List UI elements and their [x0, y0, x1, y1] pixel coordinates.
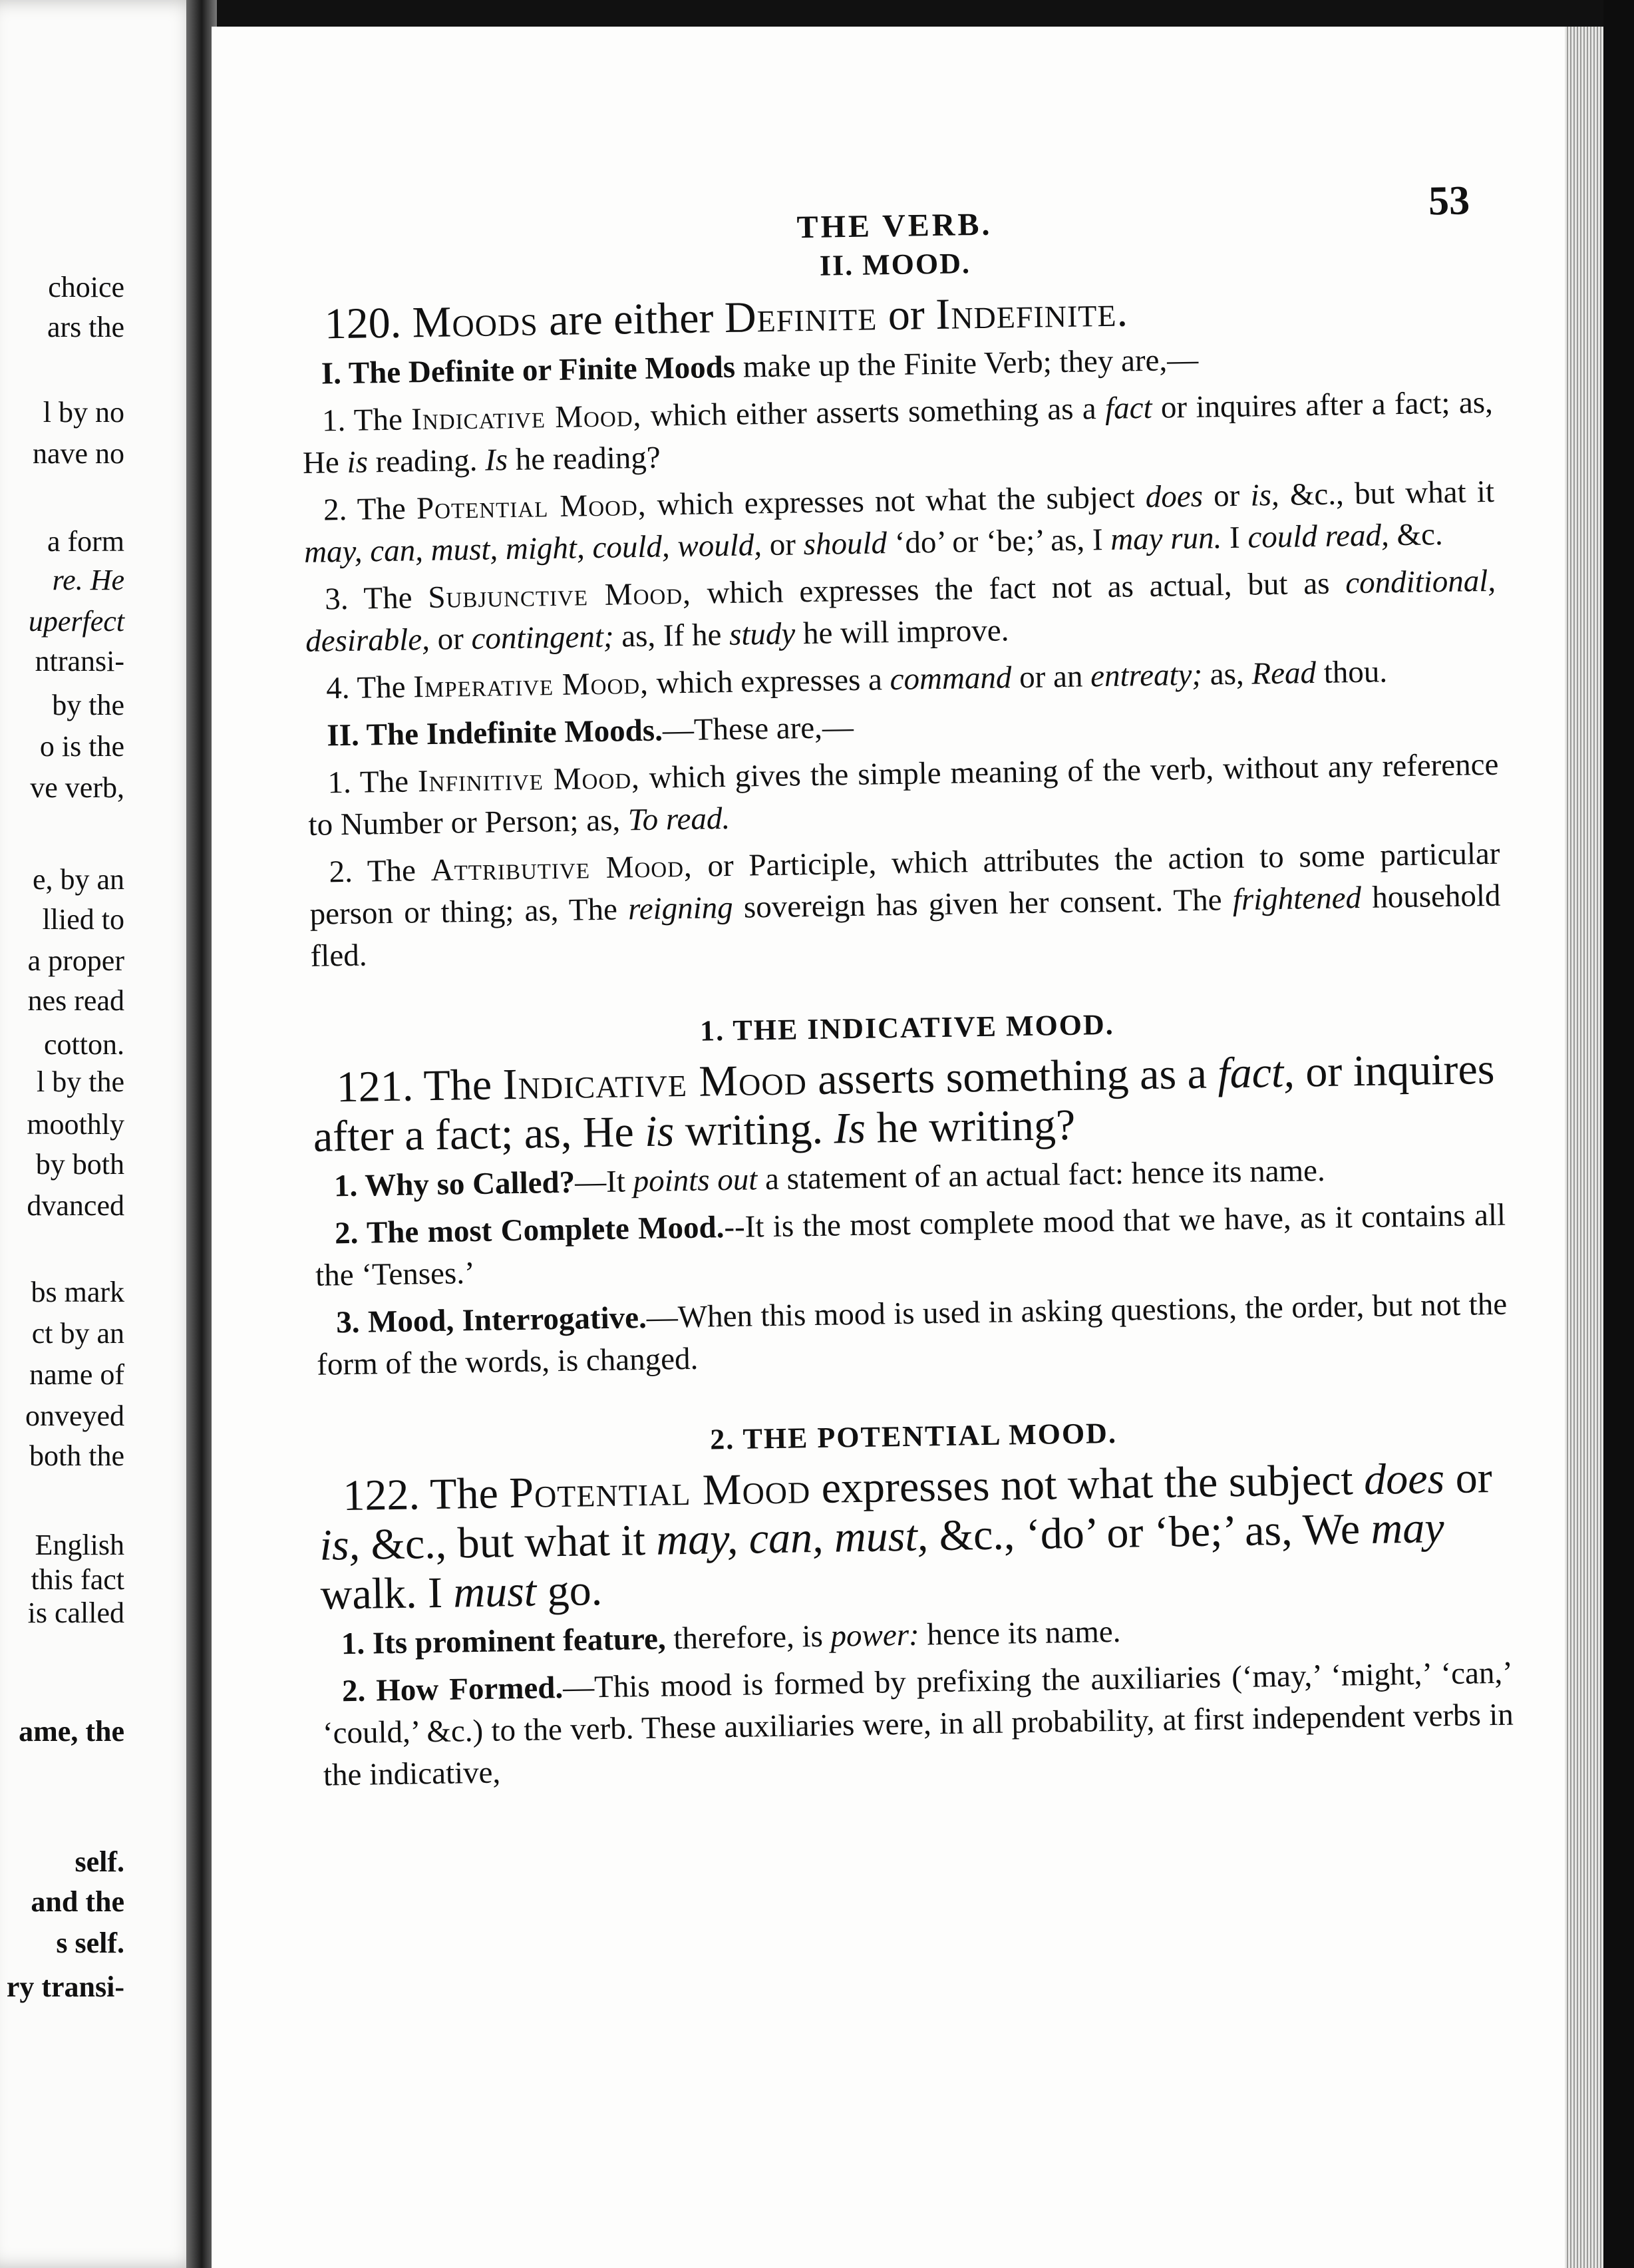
text: thou. [1323, 654, 1388, 690]
emphasis: may run. [1110, 520, 1222, 557]
subheading: 2. The most Complete Mood. [334, 1210, 725, 1251]
text: or Participle, which attributes the action to some particular person or thing; as, The [309, 836, 1500, 932]
left-page-line: a proper [27, 944, 124, 977]
left-page-line: dvanced [27, 1189, 124, 1222]
text: or inquires after a fact; as, He [313, 1044, 1495, 1161]
text: —These are,— [662, 709, 854, 748]
emphasis: study [729, 616, 796, 652]
text: I [1229, 520, 1241, 556]
page-text [298, 148, 1514, 1802]
how-formed-item [322, 1652, 1515, 1797]
text: he writing? [876, 1100, 1076, 1153]
section-heading-potential: 2. THE POTENTIAL MOOD. [709, 1416, 1118, 1456]
left-page-line: e, by an [32, 863, 124, 896]
paragraph-number: 121. [336, 1061, 414, 1112]
emphasis: is, [1250, 477, 1280, 513]
text: go. [547, 1566, 603, 1616]
emphasis: fact, [1217, 1047, 1295, 1098]
left-page-line: o is the [39, 730, 124, 763]
text: ‘do’ or ‘be;’ as, I [894, 522, 1103, 560]
left-page-line: this fact [31, 1563, 124, 1596]
text: asserts something as a [817, 1049, 1208, 1104]
left-page-line: uperfect [28, 605, 124, 638]
left-page-line: self. [75, 1845, 124, 1878]
attributive-item [309, 833, 1502, 978]
left-page-line: a form [47, 525, 124, 558]
text: &c., ‘do’ or ‘be;’ as, We [939, 1505, 1361, 1561]
left-page-line: is called [27, 1597, 124, 1629]
left-page-line: moothly [27, 1108, 124, 1141]
page-number: 53 [1428, 178, 1470, 224]
left-page-line: ntransi- [35, 645, 124, 677]
term: Potential Mood, [416, 487, 647, 526]
term: Indicative Mood [502, 1055, 808, 1109]
left-page-line: and the [31, 1885, 124, 1918]
term: Indicative Mood, [410, 398, 642, 437]
potential-item [303, 471, 1496, 574]
emphasis: is [347, 445, 369, 480]
term: Subjunctive Mood, [427, 576, 692, 616]
text: therefore, is [673, 1618, 824, 1656]
subheading: 3. Mood, Interrogative. [335, 1300, 647, 1340]
emphasis: Read [1251, 656, 1317, 691]
text: which either asserts something as a [650, 391, 1097, 433]
emphasis: Is [484, 443, 508, 478]
infinitive-item [307, 744, 1500, 847]
emphasis: frightened [1232, 880, 1362, 918]
left-page-line: onveyed [25, 1400, 124, 1432]
text: sovereign has given her consent. The [743, 882, 1222, 925]
text: reading. [375, 443, 478, 480]
left-facing-page [0, 0, 203, 2268]
text: The [422, 1060, 492, 1111]
term: Potential Mood [508, 1464, 811, 1518]
text: --It is the most complete mood that we have, as it contains all the ‘Tenses.’ [315, 1197, 1506, 1293]
emphasis: Is [833, 1103, 866, 1153]
emphasis: could read, [1247, 518, 1390, 555]
emphasis: is, [319, 1520, 361, 1570]
left-page-line: re. He [52, 564, 124, 596]
emphasis: To read. [627, 801, 731, 838]
emphasis: points out [633, 1162, 758, 1199]
text: &c., but what it [1289, 474, 1495, 512]
emphasis: may [1371, 1503, 1445, 1553]
subheading: 1. Why so Called? [333, 1165, 575, 1204]
emphasis: may, can, must, [655, 1511, 929, 1565]
left-page-line: ct by an [31, 1317, 124, 1350]
left-page-line: nes read [27, 984, 124, 1017]
left-page-line: l by the [37, 1065, 124, 1098]
text: household fled. [310, 878, 1501, 974]
text: expresses not what the subject [821, 1455, 1354, 1513]
left-page-line: both the [29, 1439, 124, 1472]
term-indefinite: Indefinite. [935, 287, 1129, 339]
text: walk. I [320, 1568, 443, 1619]
text: a statement of an actual fact: hence its name. [764, 1153, 1326, 1197]
indicative-item [302, 382, 1494, 484]
emphasis: contingent; [471, 619, 614, 656]
text: or an [1019, 659, 1083, 695]
left-page-line: ry transi- [6, 1971, 124, 2003]
emphasis: may, can, must, might, could, would, [303, 528, 762, 570]
emphasis: does [1145, 478, 1204, 515]
left-page-line: bs mark [31, 1276, 124, 1308]
text: which gives the simple meaning of the verb, without any reference to Number or Person; as, [308, 747, 1499, 843]
text: or [1455, 1453, 1493, 1503]
left-page-line: by both [35, 1148, 124, 1181]
left-page-line: l by no [43, 396, 124, 429]
text: —This mood is formed by prefixing the auxiliaries (‘may,’ ‘might,’ ‘can,’ ‘could,’ &c.) to the verb. These auxiliaries were, in all probability, at first independent verbs in the indicative, [322, 1655, 1514, 1793]
term: Attributive Mood, [430, 849, 693, 888]
paragraph-122 [319, 1453, 1512, 1620]
text: or [769, 527, 796, 562]
emphasis: must [452, 1567, 537, 1617]
text: 3. The [324, 580, 412, 617]
emphasis: reigning [627, 890, 734, 927]
text: 1. The [321, 402, 403, 439]
section-heading-mood: II. MOOD. [819, 247, 971, 282]
left-page-line: nave no [32, 437, 124, 470]
most-complete-item [315, 1195, 1507, 1297]
left-page-line: English [35, 1529, 124, 1561]
emphasis: command [890, 660, 1012, 697]
text: which expresses not what the subject [657, 480, 1136, 522]
left-page-line: llied to [42, 903, 124, 936]
text: 4. The [325, 669, 406, 706]
text: or [437, 622, 464, 657]
left-page-line: by the [52, 689, 124, 721]
text: as, If he [621, 618, 722, 654]
text: he will improve. [802, 613, 1009, 652]
text: which expresses the fact not as actual, but as [707, 566, 1330, 611]
text: are either [548, 293, 714, 345]
text: he reading? [515, 440, 661, 477]
text: —It [574, 1164, 626, 1200]
text: make up the Finite Verb; they are,— [742, 342, 1199, 385]
text: The [429, 1469, 499, 1519]
running-head [298, 148, 1490, 246]
left-page-line: cotton. [44, 1028, 124, 1061]
emphasis: entreaty; [1090, 657, 1203, 694]
interrogative-item [316, 1284, 1508, 1386]
text: or [1213, 478, 1240, 514]
emphasis: power: [830, 1617, 920, 1654]
subheading-indefinite: II. The Indefinite Moods. [327, 713, 663, 753]
left-page-line: name of [29, 1358, 124, 1391]
text: hence its name. [927, 1614, 1121, 1652]
term-definite: Definite [724, 291, 878, 342]
emphasis: should [803, 526, 888, 562]
text: or inquires after a fact; as, He [302, 385, 1494, 480]
left-page-line: ars the [47, 311, 124, 343]
left-page-line: ve verb, [30, 771, 124, 804]
paragraph-121 [312, 1045, 1504, 1162]
text: —When this mood is used in asking questions, the order, but not the form of the words, is changed. [316, 1286, 1508, 1382]
subheading: 1. Its prominent feature, [341, 1621, 667, 1662]
subjunctive-item [305, 560, 1497, 663]
text: which expresses a [656, 662, 883, 701]
running-title: THE VERB. [796, 206, 993, 246]
subheading-definite: I. The Definite or Finite Moods [321, 349, 736, 391]
term-moods: Moods [412, 296, 539, 347]
left-page-line: ame, the [19, 1715, 124, 1748]
text: 2. The [323, 491, 407, 528]
text: 2. The [329, 853, 416, 890]
text: or [888, 290, 925, 340]
right-page [212, 27, 1574, 2268]
left-page-line: choice [48, 271, 124, 303]
subheading: 2. How Formed. [341, 1670, 564, 1709]
paragraph-number: 122. [342, 1470, 420, 1521]
text: &c., but what it [371, 1516, 646, 1569]
section-heading-indicative: 1. THE INDICATIVE MOOD. [699, 1008, 1115, 1047]
paragraph-number: 120. [324, 298, 402, 349]
term: Imperative Mood, [412, 665, 649, 705]
text: as, [1210, 656, 1245, 692]
emphasis: does [1363, 1454, 1445, 1505]
text: writing. [685, 1104, 824, 1156]
term: Infinitive Mood, [417, 761, 641, 799]
text: 1. The [327, 764, 409, 801]
emphasis: is [644, 1107, 675, 1156]
emphasis: conditional, desirable, [305, 563, 1496, 659]
book-cover-edge [1603, 0, 1634, 2268]
text: &c. [1396, 517, 1444, 553]
left-page-line: s self. [56, 1927, 124, 1959]
emphasis: fact [1104, 390, 1152, 426]
